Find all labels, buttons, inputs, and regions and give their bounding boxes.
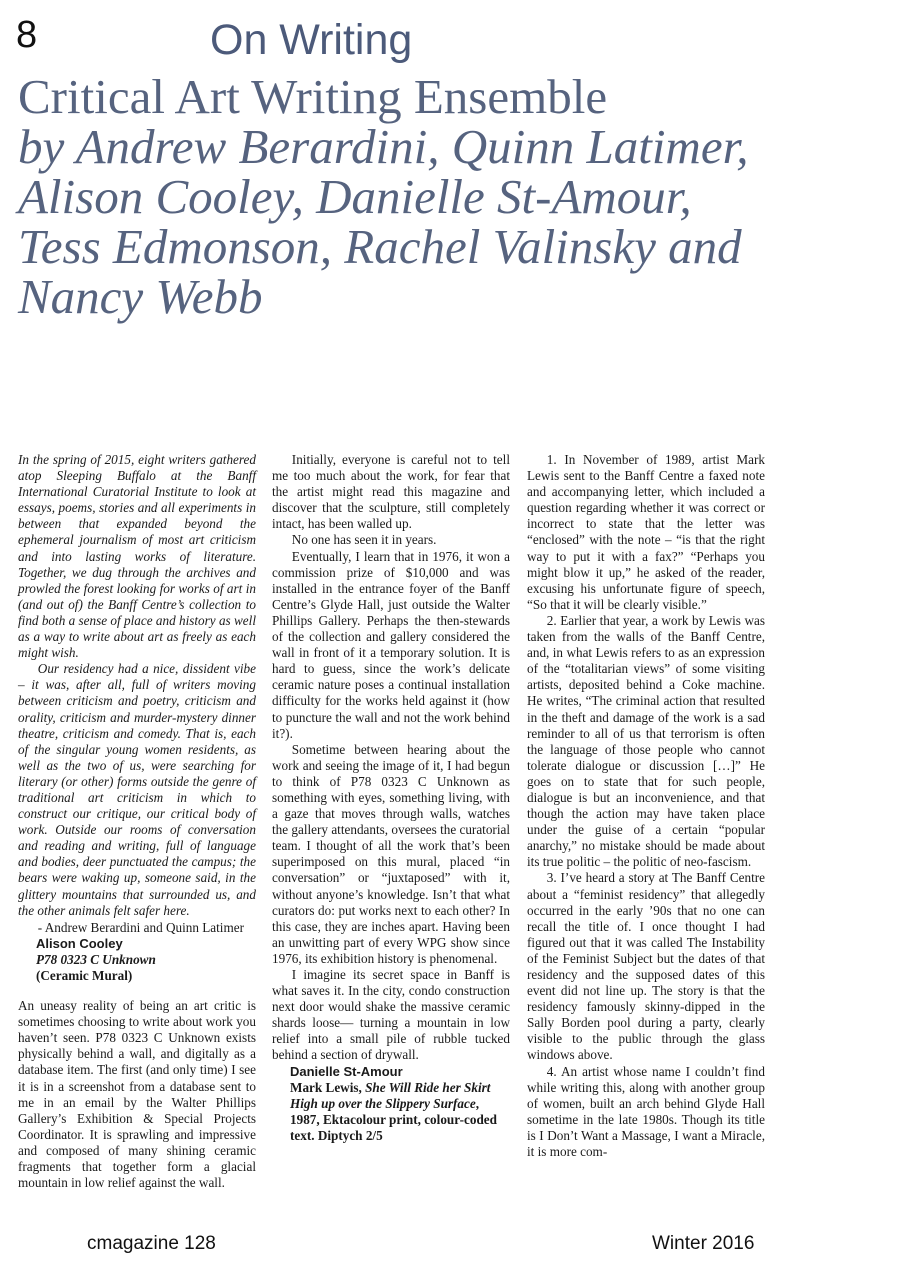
body-paragraph: No one has seen it in years. bbox=[291, 532, 437, 548]
body-paragraph: An uneasy reality of being an art critic is sometimes choosing to write about work you haven’t seen. P78 0323 C Unknown exists physically behind a wall, and digitally as a database item. The first (and only time) I see it is in a screenshot from a database sent to me in an email by the Walter Phillips Gallery’s Exhibition & Special Projects Coordinator. It is sprawling and impressive and composed of many shining ceramic fragments that together form a glacial mountain in low relief against the wall. bbox=[18, 998, 256, 1191]
work-details: , 1987, Ektacolour print, colour-coded text. Diptych 2/5 bbox=[290, 1095, 497, 1143]
page-number: 8 bbox=[16, 14, 38, 56]
author-line-2: Alison Cooley, Danielle St-Amour, bbox=[18, 169, 692, 224]
section-author-cooley: Alison Cooley bbox=[36, 935, 123, 951]
column-3 bbox=[527, 452, 765, 1160]
work-medium-cooley: (Ceramic Mural) bbox=[36, 968, 133, 983]
numbered-paragraph-1: 1. In November of 1989, artist Mark Lewis sent to the Banff Centre a faxed note and accompanying letter, which included a question regarding whether it was correct or incorrect to state that the letter was “enclosed” with the note – “is that the right way to put it with a fax?” “Perhaps you might blow it up,” he asked of the reader, excusing his unfortunate figure of speech, “So that it will be clearly visible.” bbox=[527, 452, 765, 612]
column-1 bbox=[18, 452, 256, 1191]
section-author-st-amour: Danielle St-Amour bbox=[290, 1063, 403, 1079]
body-paragraph: Sometime between hearing about the work and seeing the image of it, I had begun to think of P78 0323 C Unknown as something with eyes, something living, with a gaze that moves through walls, watches the gallery attendants, oversees the curatorial team. I thought of all the work that’s been superimposed on this mural, placed “in conversation” or “juxtaposed” with it, without anyone’s knowledge. Isn’t that what curators do: put works next to each other? In this case, they are inches apart. Having been an unwitting part of every WPG show since 1976, its exhibition history is phenomenal. bbox=[272, 741, 511, 966]
section-title: On Writing bbox=[210, 16, 413, 64]
numbered-paragraph-2: 2. Earlier that year, a work by Lewis was taken from the walls of the Banff Centre, and, in what Lewis refers to as an expression of the “totalitarian views” of some visiting artists, deposited behind a Coke machine. He writes, “The criminal action that resulted in the theft and damage of the work is a sad reminder to all of us that terrorism is often the language of those people who cannot tolerate dialogue or discussion […]” He goes on to state that for such people, dialogue is but an inconvenience, and that though the action may have taken place under the guise of a certain “popular anarchy,” no mistake should be made about its true politic – the politic of neo-fascism. bbox=[527, 612, 765, 870]
author-line-3: Tess Edmonson, Rachel Valinsky and bbox=[18, 219, 742, 274]
body-paragraph: Eventually, I learn that in 1976, it won a commission prize of $10,000 and was installed in the entrance foyer of the Banff Centre’s Glyde Hall, just outside the Walter Phillips Gallery. Perhaps the then-stewards of the collection and gallery considered the wall in front of it a temporary solution. It is hard to guess, since the work’s delicate ceramic nature poses a continual installation difficulty for the works held against it (how to puncture the wall and not the work behind it?). bbox=[272, 548, 510, 741]
footer-season: Winter 2016 bbox=[652, 1233, 755, 1254]
numbered-paragraph-3: 3. I’ve heard a story at The Banff Centre about a “feminist residency” that allegedly occurred in the early ’90s that no one can recall the title of. I once thought I had figured out that it was called The Instability of the Feminist Subject but the dates of that residency and the supposed dates of this event did not line up. The story is that the residency famously skinny-dipped in the Sally Borden pool during a party, clearly visible to the public through the glass windows above. bbox=[527, 870, 765, 1063]
intro-paragraph-1: In the spring of 2015, eight writers gathered atop Sleeping Buffalo at the Banff International Curatorial Institute to look at essays, poems, stories and all experiments in between that expanded beyond the ephemeral journalism of most art criticism and into lasting works of literature. Together, we dug through the archives and prowled the forest looking for works of art in (and out of) the Banff Centre’s collection to find both a sense of place and history as well as a way to write about art as freely as each might wish. bbox=[18, 452, 256, 661]
work-artist: Mark Lewis, bbox=[290, 1079, 366, 1095]
article-title-block bbox=[18, 69, 888, 324]
work-title-cooley bbox=[36, 952, 256, 968]
work-title-text: P78 0323 C Unknown bbox=[36, 951, 156, 967]
body-paragraph: Initially, everyone is careful not to tell me too much about the work, for fear that the artist might read this magazine and discover that the sculpture, still completely intact, has been walled up. bbox=[272, 452, 510, 532]
body-paragraph: I imagine its secret space in Banff is what saves it. In the city, condo construction next door would shake the massive ceramic shards loose— turning a mountain in low relief into a small pile of rubble tucked behind a section of drywall. bbox=[272, 967, 510, 1063]
intro-signature: - Andrew Berardini and Quinn Latimer bbox=[37, 919, 244, 935]
author-line-4: Nancy Webb bbox=[18, 269, 263, 324]
footer-magazine-issue: cmagazine 128 bbox=[87, 1233, 216, 1254]
column-2 bbox=[272, 452, 510, 1144]
author-line-1: by Andrew Berardini, Quinn Latimer, bbox=[18, 119, 749, 174]
work-title-text: She Will Ride her Skirt High up over the Slippery Surface bbox=[290, 1079, 491, 1111]
intro-paragraph-2: Our residency had a nice, dissident vibe – it was, after all, full of writers moving between criticism and poetry, criticism and orality, criticism and murder-mystery dinner theatre, criticism and comedy. That is, each of the singular young women residents, as well as the two of us, were searching for literary (or other) forms outside the genre of traditional art criticism in which to construct our critique, our critical body of work. Outside our rooms of conversation and reading and writing, full of language and bodies, deer punctuated the campus; the bears were waking up, someone said, in the glittery mountains that surrounded us, and the other animals felt safer here. bbox=[18, 661, 256, 918]
work-caption-st-amour bbox=[290, 1080, 510, 1144]
article-title: Critical Art Writing Ensemble bbox=[18, 69, 608, 124]
numbered-paragraph-4: 4. An artist whose name I couldn’t find while writing this, along with another group of women, built an arch behind Glyde Hall sometime in the late 1980s. Though its title is I Don’t Want a Massage, I want a Miracle, it is more com- bbox=[527, 1063, 765, 1160]
